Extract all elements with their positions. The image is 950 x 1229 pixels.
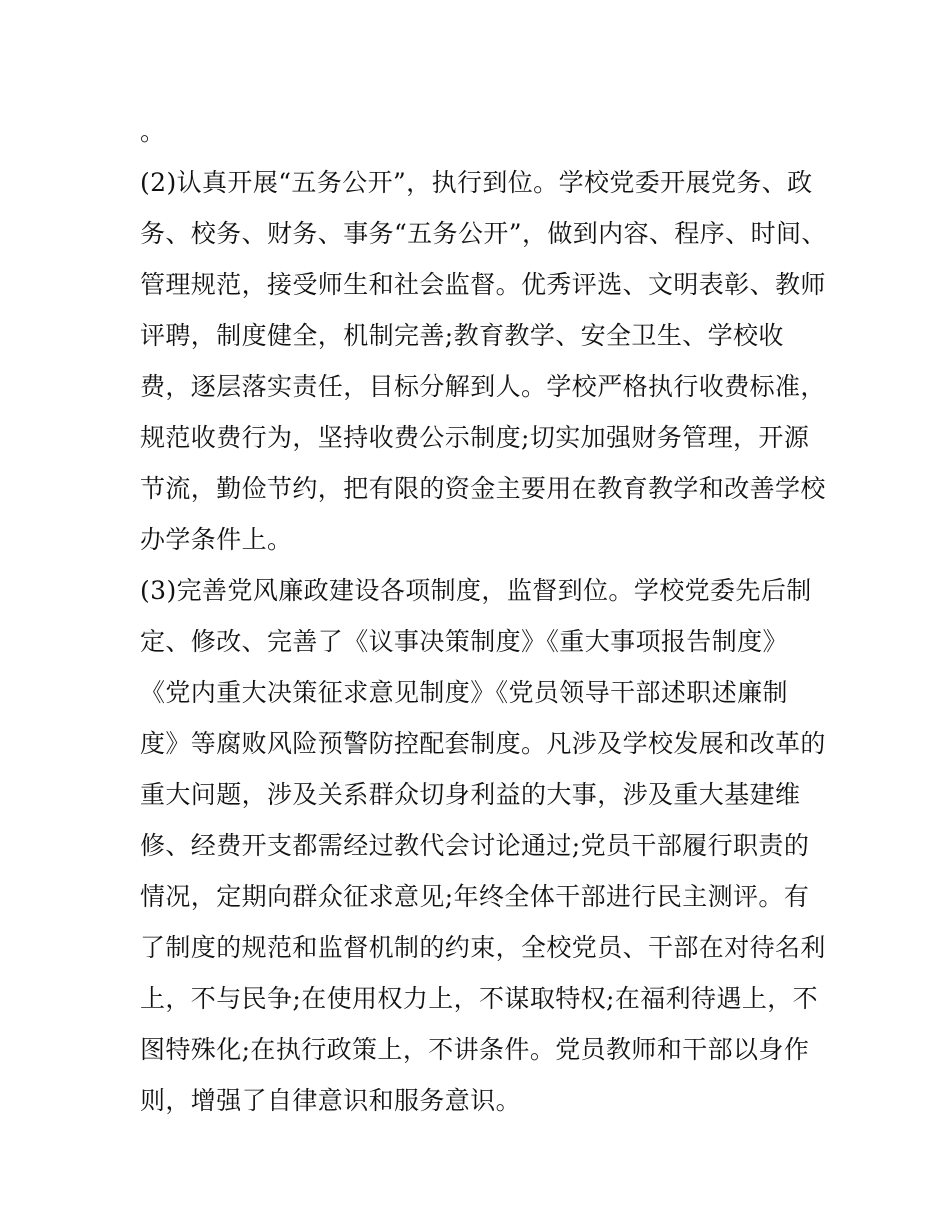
text-line: 图特殊化;在执行政策上，不讲条件。党员教师和干部以身作 (140, 1035, 810, 1064)
text-line: 定、修改、完善了《议事决策制度》《重大事项报告制度》 (140, 627, 788, 656)
text-line: 规范收费行为，坚持收费公示制度;切实加强财务管理，开源 (140, 423, 810, 452)
text-line: 务、校务、财务、事务“五务公开”，做到内容、程序、时间、 (140, 219, 827, 248)
text-line: 管理规范，接受师生和社会监督。优秀评选、文明表彰、教师 (140, 270, 826, 299)
text-line: 度》等腐败风险预警防控配套制度。凡涉及学校发展和改革的 (140, 729, 826, 758)
body-text (140, 112, 827, 1132)
text-line: 则，增强了自律意识和服务意识。 (140, 1086, 522, 1115)
text-line: 上，不与民争;在使用权力上，不谋取特权;在福利待遇上，不 (140, 984, 819, 1013)
text-line: 费，逐层落实责任，目标分解到人。学校严格执行收费标准， (140, 372, 826, 401)
text-line: 节流，勤俭节约，把有限的资金主要用在教育教学和改善学校 (140, 474, 826, 503)
text-line: 《党内重大决策征求意见制度》《党员领导干部述职述廉制 (140, 678, 788, 707)
text-line: 情况，定期向群众征求意见;年终全体干部进行民主测评。有 (140, 882, 810, 911)
text-line: 办学条件上。 (140, 525, 293, 554)
text-line: 重大问题，涉及关系群众切身利益的大事，涉及重大基建维 (140, 780, 801, 809)
text-line: (2)认真开展“五务公开”，执行到位。学校党委开展党务、政 (140, 168, 813, 197)
text-line: 。 (140, 117, 166, 146)
text-line: 了制度的规范和监督机制的约束，全校党员、干部在对待名利 (140, 933, 826, 962)
text-line: 评聘，制度健全，机制完善;教育教学、安全卫生、学校收 (140, 321, 784, 350)
text-line: (3)完善党风廉政建设各项制度，监督到位。学校党委先后制 (140, 576, 812, 605)
text-line: 修、经费开支都需经过教代会讨论通过;党员干部履行职责的 (140, 831, 810, 860)
